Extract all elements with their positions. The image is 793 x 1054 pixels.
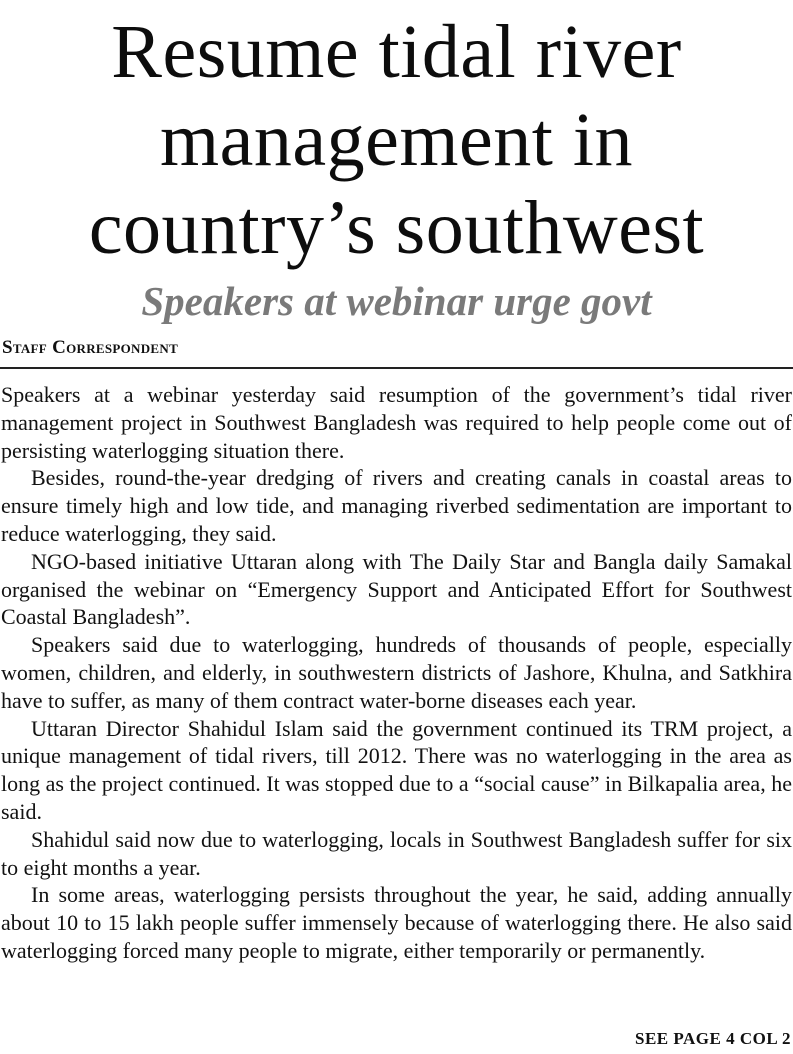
- paragraph-4: Speakers said due to waterlogging, hundreds of thousands of people, especially women, children, and elderly, in southwestern districts of Jashore, Khulna, and Satkhira have to suffer, as many of them contract water-borne diseases each year.: [1, 632, 792, 713]
- byline-divider: [0, 367, 793, 369]
- paragraph-6: Shahidul said now due to waterlogging, locals in Southwest Bangladesh suffer for six to eight months a year.: [1, 826, 792, 880]
- headline: [0, 8, 793, 272]
- headline-line-3: country’s southwest: [88, 186, 705, 270]
- headline-line-1: Resume tidal river: [111, 10, 682, 94]
- paragraph-5: Uttaran Director Shahidul Islam said the government continued its TRM project, a unique management of tidal rivers, till 2012. There was no waterlogging in the area as long as the project continued. It was stopped due to a “social cause” in Bilkapalia area, he said.: [1, 715, 792, 824]
- byline: Staff Correspondent: [2, 337, 179, 358]
- subheadline: Speakers at webinar urge govt: [141, 278, 652, 324]
- paragraph-2: Besides, round-the-year dredging of rivers and creating canals in coastal areas to ensure timely high and low tide, and managing riverbed sedimentation are important to reduce waterlogging, they said.: [1, 465, 792, 546]
- paragraph-1: Speakers at a webinar yesterday said resumption of the government’s tidal river management project in Southwest Bangladesh was required to help people come out of persisting waterlogging situation there.: [1, 382, 792, 463]
- article-body: [1, 381, 792, 965]
- continuation-note: SEE PAGE 4 COL 2: [635, 1029, 791, 1048]
- paragraph-3: NGO-based initiative Uttaran along with The Daily Star and Bangla daily Samakal organised the webinar on “Emergency Support and Anticipated Effort for Southwest Coastal Bangladesh”.: [1, 548, 792, 630]
- paragraph-7: In some areas, waterlogging persists throughout the year, he said, adding annually about 10 to 15 lakh people suffer immensely because of waterlogging there. He also said waterlogging forced many people to migrate, either temporarily or permanently.: [1, 882, 792, 963]
- headline-line-2: management in: [160, 98, 633, 182]
